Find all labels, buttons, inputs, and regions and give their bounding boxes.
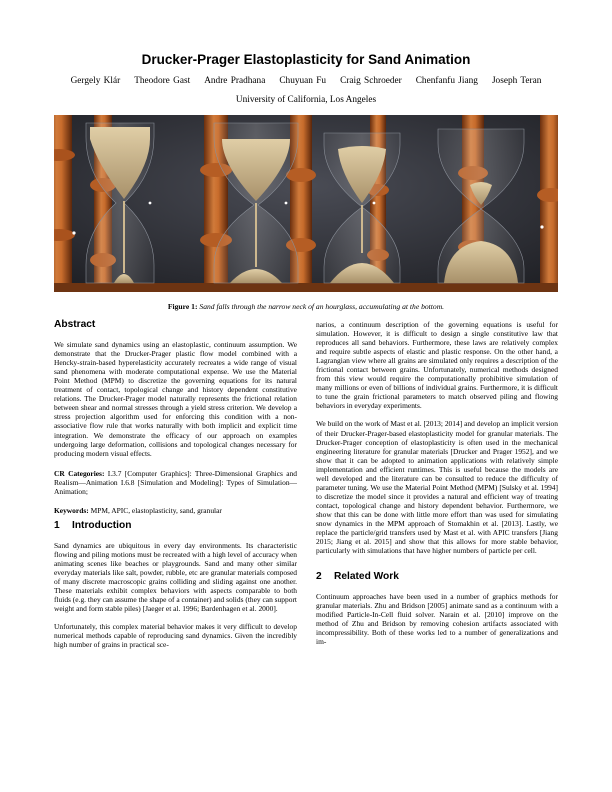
- abstract-text: We simulate sand dynamics using an elastoplastic, continuum assumption. We demonstrate that the Drucker-Prager plastic flow model combined with a Hencky-strain-based hyperelasticity accurately recreates a wide range of visual sand phenomena with moderate computational expense. We use the Material Point Method (MPM) to discretize the governing equations for its natural treatment of contact, topological change and history dependent constitutive relations. The Drucker-Prager model naturally represents the frictional relation between shear and normal stresses through a yield stress criterion. We develop a stress projection algorithm used for enforcing this condition with a non-associative flow rule that works naturally with both implicit and explicit time integration. We demonstrate the efficacy of our approach on examples undergoing large deformation, collisions and topological changes necessary for producing modern visual effects.: [54, 340, 297, 458]
- author-list: [0, 76, 612, 86]
- right-paragraph-2: We build on the work of Mast et al. [2013; 2014] and develop an implicit version of their Drucker-Prager-based elastoplasticity model for granular materials. The Drucker-Prager conception of elastoplasticity is often used in the mechanical engineering literature for granular materials [Drucker and Prager 1952], and we show that it can be adopted to animation applications with relatively simple implementation and efficient runtimes. This is useful because the models are well developed and the literature can be consulted to reduce the difficulty of parameter tuning. We use the Material Point Method (MPM) [Sulsky et al. 1994] to discretize the model since it provides a natural and efficient way of treating contact, topological change and history dependent behavior. Furthermore, we show that this can be done with little more effort than was used for simulating snow dynamics in the MPM approach of Stomakhin et al. [2013]. Lastly, we replace the particle/grid transfers used by Mast et al. with APIC transfers [Jiang 2015; Jiang et al. 2015] and show that this allows for more stable behavior, particularly with simulations that have higher numbers of particle per cell.: [316, 419, 558, 556]
- left-column: [54, 320, 297, 649]
- keywords-label: Keywords:: [54, 505, 89, 515]
- intro-paragraph-2: Unfortunately, this complex material behavior makes it very difficult to develop numerical methods capable of reproducing sand dynamics. Given the incredibly high number of grains in practical sce-: [54, 622, 297, 650]
- cr-categories-text: I.3.7 [Computer Graphics]: Three-Dimensional Graphics and Realism—Animation I.6.8 [Simulation and Modeling]: Types of Simulation—Animation;: [54, 468, 298, 496]
- author-name: Craig Schroeder: [340, 76, 402, 86]
- figure-caption: [0, 302, 612, 311]
- right-paragraph-1: narios, a continuum description of the governing equations is useful for simulation. However, it is difficult to design a single constitutive law that reproduces all sand behaviors. Furthermore, these laws are relatively complex and require subtle aspects of elastic and plastic response. On the other hand, a Lagrangian view where all grains are simulated only requires a description of the frictional contact between grains. Unfortunately, numerical methods designed from this view would require the computationally prohibitive simulation of many millions or even of billions of individual grains. Furthermore, it is difficult to tune the grain frictional parameters to match observed piling and flowing behaviors in everyday experiments.: [316, 320, 558, 411]
- highlight-dot: [149, 202, 152, 205]
- keywords-text: MPM, APIC, elastoplasticity, sand, granular: [90, 505, 222, 515]
- section-number: 2: [316, 571, 322, 583]
- right-column: [316, 320, 558, 647]
- section-number: 1: [54, 519, 60, 531]
- author-name: Chenfanfu Jiang: [415, 76, 478, 86]
- section-title: Introduction: [72, 519, 132, 531]
- intro-heading: [54, 521, 297, 530]
- figure-label: Figure 1:: [167, 302, 198, 311]
- intro-paragraph-1: Sand dynamics are ubiquitous in every day environments. Its characteristic flowing and piling motions must be recreated with a high level of accuracy when animating scenes like beaches or playgrounds. Sand and many other similar everyday materials like salt, powder, rubble, etc are granular materials composed of many discrete macroscopic grains colliding and sliding against one another. These materials exhibit complex behaviors with aspects comparable to both fluids (e.g. they can assume the shape of a container) and solids (they can support weight and form stable piles) [Jaeger et al. 1996; Bardenhagen et al. 2000].: [54, 540, 297, 614]
- hourglass-illustration: [54, 115, 558, 292]
- abstract-heading: Abstract: [54, 319, 96, 330]
- figure-caption-text: Sand falls through the narrow neck of an hourglass, accumulating at the bottom.: [199, 302, 445, 311]
- highlight-dot: [540, 225, 543, 228]
- highlight-dot: [72, 231, 75, 234]
- highlight-dot: [373, 202, 376, 205]
- related-work-heading: [316, 572, 558, 581]
- affiliation: University of California, Los Angeles: [235, 95, 377, 105]
- author-name: Gergely Klár: [70, 76, 121, 86]
- author-name: Joseph Teran: [491, 76, 542, 86]
- related-paragraph-1: Continuum approaches have been used in a number of graphics methods for granular materials. Zhu and Bridson [2005] animate sand as a continuum with a modified Particle-In-Cell fluid solver. Narain et al. [2010] improve on the method of Zhu and Bridson by removing cohesion artifacts associated with incompressibility. Both of these works led to a number of generalizations and im-: [316, 592, 558, 647]
- author-name: Andre Pradhana: [204, 76, 266, 86]
- cr-categories-label: CR Categories:: [54, 468, 105, 478]
- author-name: Chuyuan Fu: [279, 76, 327, 86]
- section-title: Related Work: [334, 571, 399, 583]
- highlight-dot: [285, 202, 288, 205]
- author-name: Theodore Gast: [134, 76, 191, 86]
- cr-categories: [54, 469, 297, 496]
- paper-title: Drucker-Prager Elastoplasticity for Sand Animation: [141, 52, 471, 67]
- figure-hourglass-image: [54, 115, 558, 292]
- keywords: [54, 506, 297, 515]
